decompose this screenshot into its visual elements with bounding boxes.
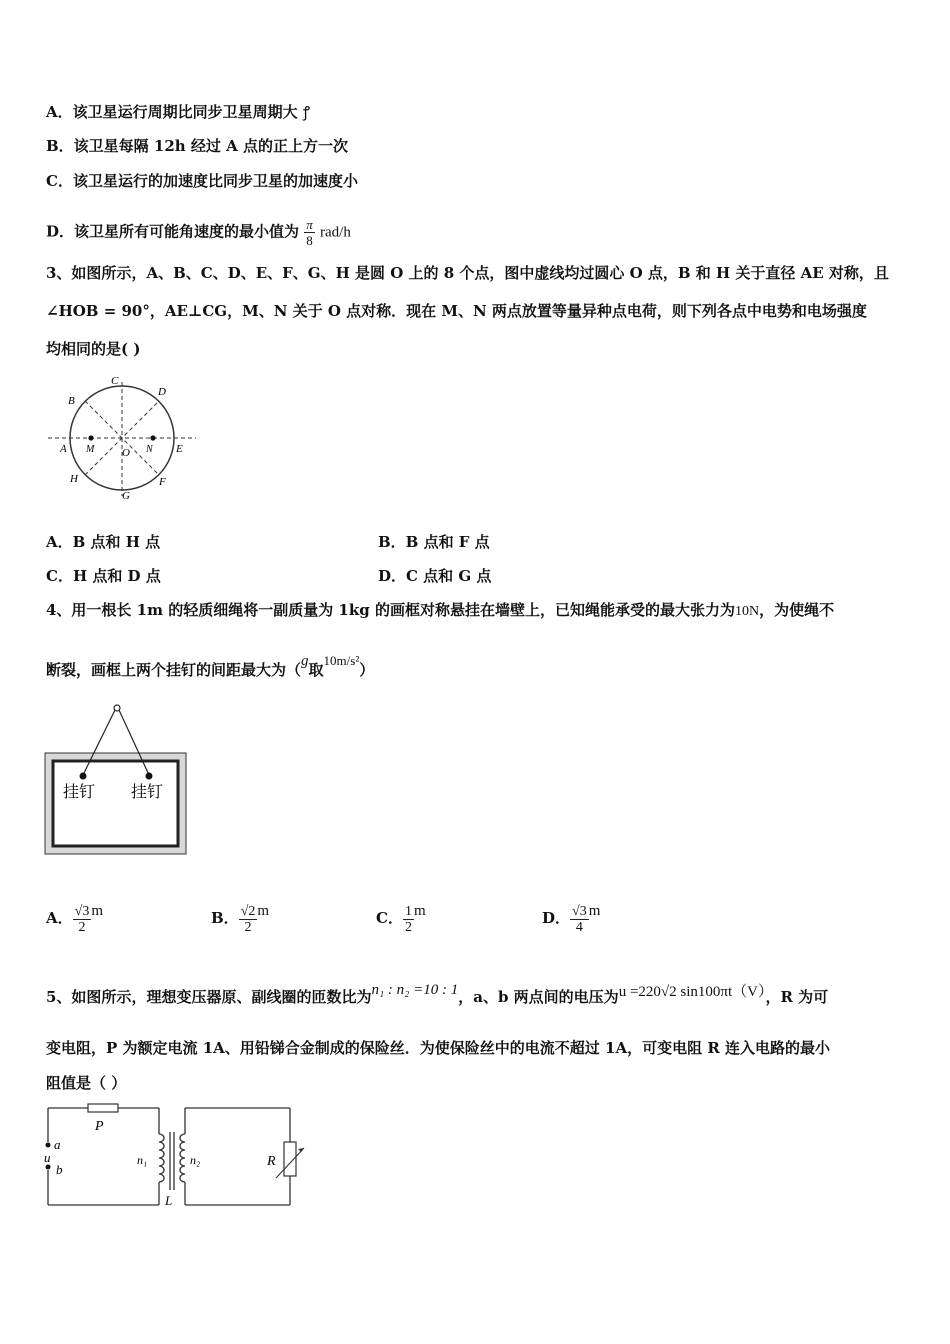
label-a-terminal: a	[54, 1137, 61, 1152]
q4-option-d: D． $\frac{√3}{4}$ m	[542, 903, 601, 935]
label-e: E	[176, 443, 183, 455]
label-g: G	[122, 490, 130, 502]
q2-option-c: C．该卫星运行的加速度比同步卫星的加速度小	[46, 172, 358, 190]
q3-circle-figure	[44, 372, 204, 502]
q4-stem-line2: 断裂，画框上两个挂钉的间距最大为（g取10m/s²）	[46, 653, 375, 679]
label-b-terminal: b	[56, 1162, 63, 1177]
q5-stem-line2: 变电阻，P 为额定电流 1A、用铅锑合金制成的保险丝．为使保险丝中的电流不超过 1A，可变电阻 R 连入电路的最小	[46, 1039, 831, 1057]
q3-stem-line2: ∠HOB = 90°，AE⊥CG，M、N 关于 O 点对称．现在 M、N 两点放置等量异种点电荷，则下列各点中电势和电场强度	[46, 302, 867, 320]
q4-option-b: B． $\frac{√2}{2}$ m	[211, 903, 270, 935]
label-a: A	[60, 443, 67, 455]
q3-option-a: A．B 点和 H 点	[46, 533, 161, 551]
label-p: P	[95, 1119, 104, 1134]
label-f: F	[159, 476, 166, 488]
q4-option-a: A． $\frac{√3}{2}$ m	[46, 903, 103, 935]
label-o: O	[122, 447, 130, 459]
label-b: B	[68, 395, 75, 407]
label-r: R	[267, 1154, 276, 1169]
q2-option-a: A．该卫星运行周期比同步卫星周期大 ꝭ	[46, 103, 310, 121]
label-n2: n₂	[190, 1153, 201, 1167]
label-n: N	[146, 444, 153, 455]
q5-transformer-circuit-figure	[44, 1104, 300, 1210]
q5-stem-line3: 阻值是（ ）	[46, 1074, 127, 1092]
q4-picture-frame-figure	[44, 703, 190, 857]
label-c: C	[111, 375, 119, 387]
q3-stem-line1: 3、如图所示，A、B、C、D、E、F、G、H 是圆 O 上的 8 个点，图中虚线均过圆心 O 点，B 和 H 关于直径 AE 对称，且	[46, 264, 889, 282]
label-m: M	[86, 444, 95, 455]
q2-option-b: B．该卫星每隔 12h 经过 A 点的正上方一次	[46, 137, 348, 155]
q4-option-c: C． $\frac{1}{2}$ m	[376, 903, 426, 935]
q2-option-d: D．该卫星所有可能角速度的最小值为 $\frac{\pi}{8}$ rad/h	[46, 217, 351, 248]
label-l: L	[165, 1193, 173, 1208]
q3-option-c: C．H 点和 D 点	[46, 567, 161, 585]
q3-stem-line3: 均相同的是( )	[46, 340, 141, 358]
q4-stem-line1: 4、用一根长 1m 的轻质细绳将一副质量为 1kg 的画框对称悬挂在墙壁上，已知绳能承受的最大张力为10N，为使绳不	[46, 601, 835, 619]
label-u: u	[44, 1150, 51, 1165]
q3-option-b: B．B 点和 F 点	[378, 533, 490, 551]
label-n1: n₁	[137, 1153, 148, 1167]
nail-left-label: 挂钉	[63, 782, 96, 801]
nail-right-label: 挂钉	[131, 782, 164, 801]
q5-stem-line1: 5、如图所示，理想变压器原、副线圈的匝数比为n₁ : n₂ =10 : 1，a、b 两点间的电压为u =220√2 sin100πt（V），R 为可	[46, 982, 829, 1006]
q3-option-d: D．C 点和 G 点	[378, 567, 492, 585]
label-d: D	[158, 386, 166, 398]
label-h: H	[70, 473, 78, 485]
